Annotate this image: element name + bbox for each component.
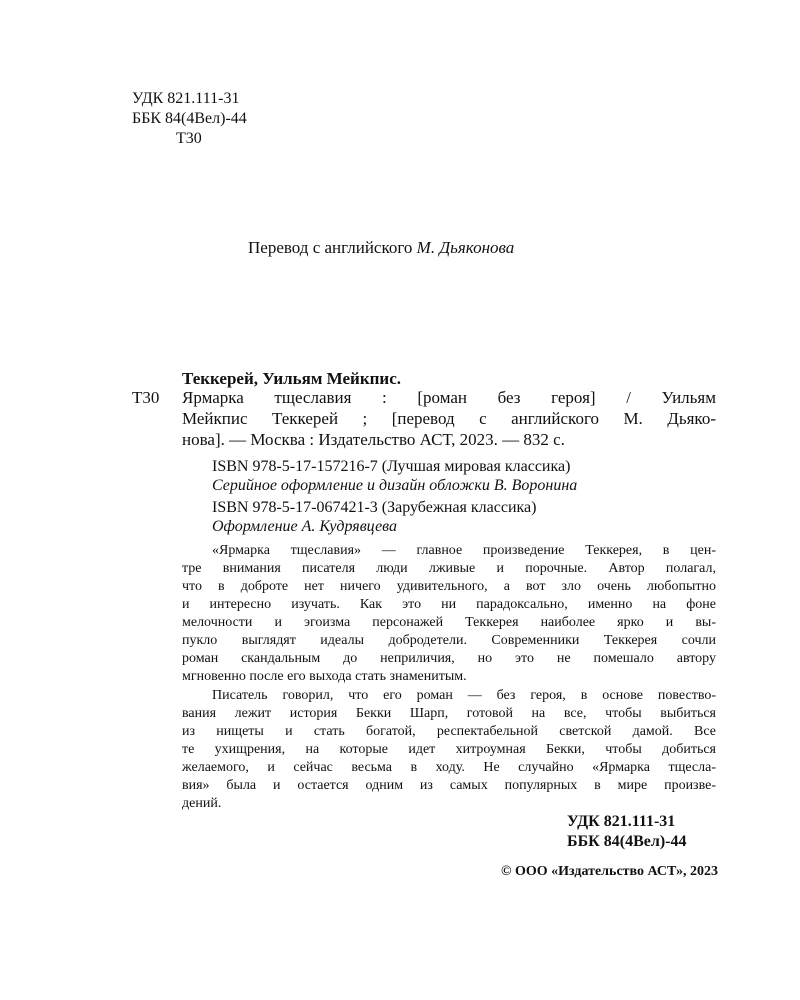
catalog-entry-line: Мейкпис Теккерей ; [перевод с английского М. Дьяко- bbox=[182, 409, 716, 428]
udk-code: УДК 821.111-31 bbox=[132, 90, 240, 107]
design-credit-2: Оформление А. Кудрявцева bbox=[212, 518, 397, 535]
annotation-line: мгновенно после его выхода стать знаменитым. bbox=[182, 669, 467, 684]
annotation-line: дений. bbox=[182, 796, 222, 811]
isbn-2: ISBN 978-5-17-067421-3 (Зарубежная классика) bbox=[212, 499, 537, 516]
design-credit-1: Серийное оформление и дизайн обложки В. Воронина bbox=[212, 477, 578, 494]
footer-bbk-code: ББК 84(4Вел)-44 bbox=[567, 833, 687, 850]
catalog-entry-line: нова]. — Москва : Издательство АСТ, 2023. — 832 с. bbox=[182, 430, 565, 449]
annotation-line: «Ярмарка тщеславия» — главное произведение Теккерея, в цен- bbox=[212, 543, 716, 558]
annotation-line: пукло выглядят идеалы добродетели. Современники Теккерея сочли bbox=[182, 633, 716, 648]
annotation-line: и интересно изучать. Как это ни парадоксально, именно на фоне bbox=[182, 597, 716, 612]
annotation-line: вания лежит история Бекки Шарп, готовой на все, чтобы выбиться bbox=[182, 706, 716, 721]
annotation-line: вия» была и остается одним из самых популярных в мире произве- bbox=[182, 778, 716, 793]
annotation-line: те ухищрения, на которые идет хитроумная Бекки, чтобы добиться bbox=[182, 742, 716, 757]
catalog-entry-line: Ярмарка тщеславия : [роман без героя] / Уильям bbox=[182, 388, 716, 407]
annotation-line: роман скандальным до неприличия, но это не помешало автору bbox=[182, 651, 716, 666]
author-heading: Теккерей, Уильям Мейкпис. bbox=[182, 369, 402, 388]
translator-name: М. Дьяконова bbox=[416, 238, 515, 257]
annotation-line: из нищеты и стать богатой, респектабельной светской дамой. Все bbox=[182, 724, 716, 739]
copyright-line: © ООО «Издательство АСТ», 2023 bbox=[500, 864, 718, 879]
annotation-line: тре внимания писателя люди лживые и порочные. Автор полагал, bbox=[182, 561, 716, 576]
annotation-line: что в доброте нет ничего удивительного, а вот зло очень любопытно bbox=[182, 579, 716, 594]
annotation-line: желаемого, и сейчас весьма в ходу. Не случайно «Ярмарка тщесла- bbox=[182, 760, 716, 775]
annotation-line: Писатель говорил, что его роман — без героя, в основе повество- bbox=[212, 688, 716, 703]
bbk-code: ББК 84(4Вел)-44 bbox=[132, 110, 247, 127]
isbn-1: ISBN 978-5-17-157216-7 (Лучшая мировая классика) bbox=[212, 458, 571, 475]
footer-udk-code: УДК 821.111-31 bbox=[567, 813, 676, 830]
author-sign: Т30 bbox=[176, 130, 202, 147]
translation-prefix: Перевод с английского bbox=[248, 238, 413, 257]
annotation-line: мелочности и эгоизма персонажей Теккерея наиболее ярко и вы- bbox=[182, 615, 716, 630]
catalog-sign: Т30 bbox=[132, 388, 160, 407]
translation-credit bbox=[248, 238, 514, 258]
